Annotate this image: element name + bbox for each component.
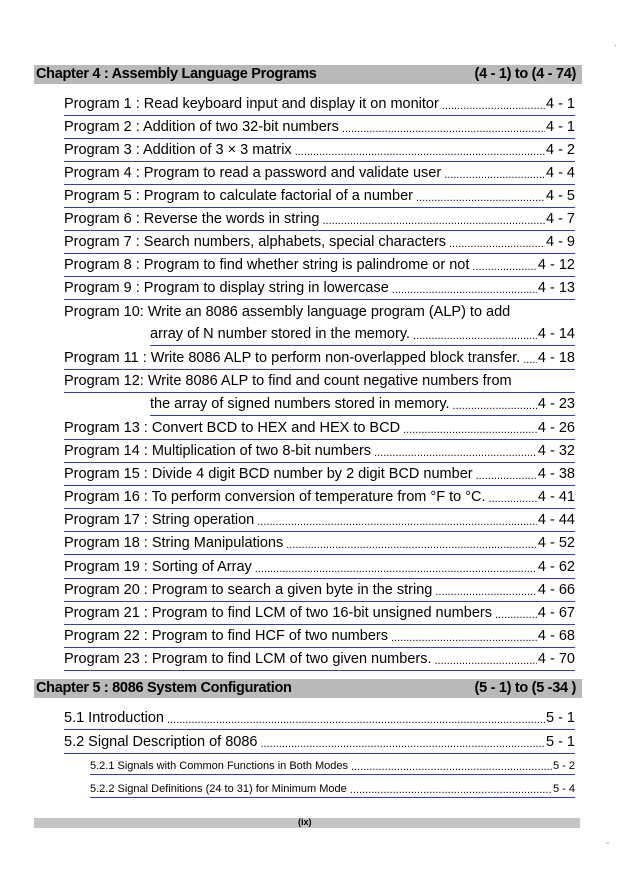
toc-entry-label: Program 22 : Program to find HCF of two numbers: [64, 628, 388, 644]
toc-entry-page: 4 - 13: [537, 280, 575, 296]
toc-entry[interactable]: [64, 580, 575, 602]
toc-entry-page: 4 - 18: [537, 350, 575, 366]
leader-dots: [449, 236, 545, 253]
toc-entry[interactable]: [64, 255, 575, 277]
toc-entry-page: 4 - 1: [545, 96, 575, 112]
toc-entry-label: Program 2 : Addition of two 32-bit numbers: [64, 119, 339, 135]
leader-dots: [255, 561, 537, 578]
leader-dots: [257, 514, 537, 531]
toc-entry[interactable]: [64, 348, 575, 370]
toc-entry-label: array of N number stored in the memory.: [150, 326, 411, 342]
toc-entry-label: 5.2.2 Signal Definitions (24 to 31) for Minimum Mode: [90, 783, 347, 795]
leader-dots: [260, 736, 545, 753]
chapter-5-header: [34, 679, 582, 698]
leader-dots: [476, 468, 537, 485]
toc-entry[interactable]: [64, 510, 575, 532]
leader-dots: [351, 760, 552, 774]
toc-entry-label: Program 18 : String Manipulations: [64, 535, 284, 551]
toc-sub-entry[interactable]: [90, 758, 575, 775]
page-number: (ix): [298, 817, 312, 827]
leader-dots: [495, 607, 537, 624]
leader-dots: [167, 712, 545, 729]
toc-entry[interactable]: [64, 557, 575, 579]
leader-dots: [391, 630, 537, 647]
toc-entry-page: 4 - 67: [537, 605, 575, 621]
leader-dots: [322, 213, 545, 230]
toc-sub-entry[interactable]: [90, 781, 575, 798]
toc-entry-page: 5 - 2: [552, 760, 575, 772]
toc-entry[interactable]: [64, 708, 575, 730]
leader-dots: [392, 282, 537, 299]
toc-entry-page: 4 - 1: [545, 119, 575, 135]
footer-bar: [34, 818, 580, 828]
leader-dots: [472, 259, 537, 276]
toc-entry[interactable]: [64, 626, 575, 648]
toc-entry-label: Program 23 : Program to find LCM of two given numbers.: [64, 651, 432, 667]
toc-entry-label: Program 7 : Search numbers, alphabets, special characters: [64, 234, 447, 250]
chapter-5-page-range: (5 - 1) to (5 -34 ): [474, 680, 576, 696]
toc-entry-page: 5 - 4: [552, 783, 575, 795]
toc-entry[interactable]: [64, 163, 575, 185]
toc-entry-label: Program 1 : Read keyboard input and display it on monitor: [64, 96, 439, 112]
leader-dots: [489, 491, 537, 508]
toc-entry[interactable]: [64, 464, 575, 486]
toc-entry[interactable]: [64, 487, 575, 509]
toc-entry-label: Program 11 : Write 8086 ALP to perform non-overlapped block transfer.: [64, 350, 521, 366]
chapter-4-header: [34, 65, 582, 84]
toc-entry-page: 5 - 1: [545, 710, 575, 726]
leader-dots: [416, 190, 545, 207]
toc-entry-page: 5 - 1: [545, 734, 575, 750]
toc-entry-label: 5.2 Signal Description of 8086: [64, 734, 258, 750]
scan-mark: ·: [614, 40, 618, 51]
scan-mark: -: [606, 838, 610, 849]
toc-entry-label: Program 16 : To perform conversion of temperature from °F to °C.: [64, 489, 486, 505]
toc-entry-label: Program 17 : String operation: [64, 512, 255, 528]
toc-entry-label: Program 12: Write 8086 ALP to find and count negative numbers from: [64, 373, 512, 389]
toc-entry-page: 4 - 44: [537, 512, 575, 528]
chapter-4-title: Chapter 4 : Assembly Language Programs: [36, 66, 317, 82]
toc-entry-label: Program 13 : Convert BCD to HEX and HEX to BCD: [64, 420, 401, 436]
toc-entry[interactable]: [64, 117, 575, 139]
leader-dots: [444, 167, 545, 184]
leader-dots: [286, 537, 537, 554]
toc-entry-label: Program 15 : Divide 4 digit BCD number by 2 digit BCD number: [64, 466, 473, 482]
toc-entry-page: 4 - 7: [545, 211, 575, 227]
toc-entry-page: 4 - 32: [537, 443, 575, 459]
toc-entry[interactable]: [64, 418, 575, 440]
toc-entry[interactable]: [64, 186, 575, 208]
toc-entry-page: 4 - 52: [537, 535, 575, 551]
toc-entry-label: Program 3 : Addition of 3 × 3 matrix: [64, 142, 292, 158]
toc-entry-page: 4 - 26: [537, 420, 575, 436]
leader-dots: [523, 352, 537, 369]
toc-entry-page: 4 - 9: [545, 234, 575, 250]
toc-entry[interactable]: [64, 94, 575, 116]
toc-entry[interactable]: [64, 732, 575, 754]
toc-entry-page: 4 - 62: [537, 559, 575, 575]
toc-entry-label: 5.2.1 Signals with Common Functions in Both Modes: [90, 760, 349, 772]
toc-entry-label: Program 6 : Reverse the words in string: [64, 211, 320, 227]
leader-dots: [342, 121, 545, 138]
toc-entry-page: 4 - 5: [545, 188, 575, 204]
toc-entry[interactable]: [64, 441, 575, 463]
toc-entry-label: Program 9 : Program to display string in lowercase: [64, 280, 389, 296]
leader-dots: [350, 783, 552, 797]
leader-dots: [435, 653, 537, 670]
toc-entry-page: 4 - 12: [537, 257, 575, 273]
toc-entry-first-line[interactable]: Program 10: Write an 8086 assembly language program (ALP) to add: [64, 304, 511, 320]
toc-entry-page: 4 - 68: [537, 628, 575, 644]
toc-entry[interactable]: [150, 324, 575, 346]
toc-entry[interactable]: [64, 603, 575, 625]
toc-entry-first-line[interactable]: [64, 371, 575, 393]
toc-entry-label: Program 20 : Program to search a given byte in the string: [64, 582, 433, 598]
toc-entry-page: 4 - 23: [537, 396, 575, 412]
toc-entry-label: Program 4 : Program to read a password and validate user: [64, 165, 442, 181]
toc-entry-page: 4 - 38: [537, 466, 575, 482]
toc-entry-label: Program 8 : Program to find whether string is palindrome or not: [64, 257, 470, 273]
toc-entry-label: Program 19 : Sorting of Array: [64, 559, 252, 575]
toc-entry-label: Program 5 : Program to calculate factorial of a number: [64, 188, 413, 204]
leader-dots: [442, 98, 545, 115]
leader-dots: [435, 584, 537, 601]
toc-entry-label: the array of signed numbers stored in memory.: [150, 396, 450, 412]
leader-dots: [453, 398, 537, 415]
leader-dots: [413, 328, 537, 345]
toc-entry[interactable]: [64, 278, 575, 300]
leader-dots: [374, 445, 537, 462]
chapter-4-page-range: (4 - 1) to (4 - 74): [474, 66, 576, 82]
toc-entry[interactable]: [64, 140, 575, 162]
toc-entry[interactable]: [64, 649, 575, 671]
toc-entry[interactable]: [64, 533, 575, 555]
toc-entry[interactable]: [64, 209, 575, 231]
toc-entry-page: 4 - 41: [537, 489, 575, 505]
chapter-5-title: Chapter 5 : 8086 System Configuration: [36, 680, 292, 696]
toc-entry-page: 4 - 14: [537, 326, 575, 342]
leader-dots: [403, 422, 537, 439]
leader-dots: [295, 144, 545, 161]
toc-entry[interactable]: [64, 232, 575, 254]
toc-entry-label: Program 14 : Multiplication of two 8-bit numbers: [64, 443, 372, 459]
toc-entry-label: 5.1 Introduction: [64, 710, 164, 726]
toc-entry-page: 4 - 2: [545, 142, 575, 158]
toc-entry-label: Program 21 : Program to find LCM of two 16-bit unsigned numbers: [64, 605, 492, 621]
toc-entry-page: 4 - 70: [537, 651, 575, 667]
toc-entry-page: 4 - 66: [537, 582, 575, 598]
toc-entry[interactable]: [150, 394, 575, 416]
toc-entry-page: 4 - 4: [545, 165, 575, 181]
